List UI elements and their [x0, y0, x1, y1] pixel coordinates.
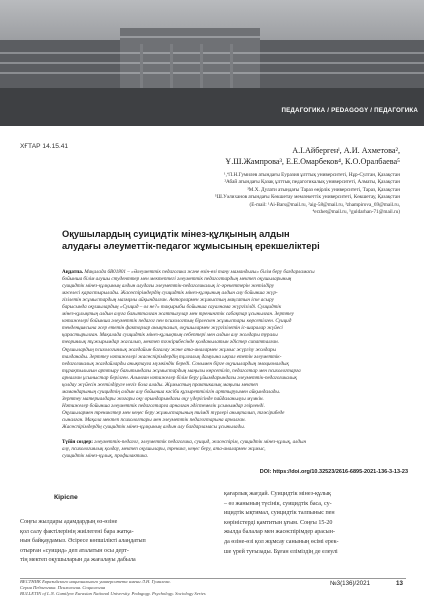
abstract-line: қарастырылған. Мақалада суицидтік мінез-құлықтың себептері мен алдын алу жолдары туралы	[62, 332, 278, 339]
abstract-line: барысында оқушылардың «Суицид – ол не?» тақырыбы бойынша сауалнама жүргізілді. Суицидтік	[62, 304, 282, 311]
abstract-line: бойынша білім алушы студенттер мен мектептегі әлеуметтік педагогтардың мектеп оқушыларының	[62, 276, 292, 283]
abstract-label: Аңдатпа.	[62, 269, 84, 275]
body-column-left	[20, 518, 196, 566]
body-line: да өзіне-өзі қол жұмсау санының өсімі ерек-	[224, 538, 339, 545]
body-line: қол салу фактілерінің жиілегені бара жатқа-	[20, 528, 134, 535]
author-list	[225, 145, 400, 167]
body-line: тің мектеп оқушыларын да жағалауы дабыла	[20, 557, 136, 564]
affiliation-list	[215, 172, 400, 216]
issue-number: №3(136)/2021	[330, 580, 371, 587]
abstract-line: гізілетін жұмыстардың мазмұны айқындалған. Авторлармен жұмыстың мақсатын іске асыру	[62, 297, 274, 304]
abstract-line: педагогикалық жағдайларды анықтауға мүмкіндік береді. Сонымен бірге оқушылардың эмоционалдық	[62, 360, 289, 367]
body-column-right	[224, 490, 408, 557]
doi-link[interactable]: DOI: https://doi.org/10.32523/2616-6895-2021-136-3-13-23	[259, 469, 408, 475]
abstract-line: мамандарының суицидтің алдын алу бойынша кәсіби құзыреттілігін арттыруымен айқындалады.	[62, 388, 281, 395]
body-line: Соңғы жылдары адамдардың өз-өзіне	[20, 519, 118, 525]
abstract-line: мәселесі қарастырылады. Жасөспірімдердің суицидтік мінез-құлқының алдын алу бойынша жүр-	[62, 290, 278, 297]
body-line: ше үрей туғызады. Бұған еліміздің де елеулі	[224, 548, 338, 555]
email-line[interactable]: (E-mail: ¹Ai-Bars@mail.ru, ²aig-58@mail.ru, ³zhampirova_69@mail.ru,	[249, 201, 400, 208]
section-heading: Кіріспе	[54, 494, 78, 501]
body-line: ицидтік ықтимал, суицидтік талпыныс пен	[224, 510, 335, 517]
title-line: алудағы әлеуметтік-педагог жұмысының ерекшеліктері	[62, 241, 320, 251]
abstract-line: Жасөспірімдердің суицидтік мінез-құлқының алдын алу бағдарламасы ұсынылады.	[62, 424, 245, 431]
abstract	[62, 269, 408, 431]
journal-info	[20, 579, 320, 598]
abstract-line: теориялық тұжырымдар жасалып, мектеп тәжірибесінде қолданылатын әдістер сипатталған.	[62, 339, 279, 346]
keywords-label: Түйін сөздер:	[62, 439, 93, 445]
author-line: А.І.Айбергенˡ, А.И. Ахметова²,	[292, 146, 400, 155]
affiliation-line: ²Абай атындағы Қазақ ұлттық педагогикалық университеті, Алматы, Қазақстан	[224, 179, 400, 186]
email-line[interactable]: ⁴erzhet@mail.ru, ⁵guldarhan-71@mail.ru)	[312, 209, 400, 216]
affiliation-line: ³М.Х. Дулати атындағы Тараз өңірлік университеті, Тараз, Қазақстан	[247, 186, 400, 193]
abstract-line: Оқушылардың психологиялық жағдайын бағалау және ата-аналармен жұмыс жүргізу жолдары	[62, 346, 276, 353]
title-line: Оқушылардың суицидтік мінез-құлқының алдын	[62, 229, 290, 239]
keywords	[62, 439, 408, 460]
body-line: қағарлық жағдай. Суицидтік мінез-құлық	[224, 491, 331, 497]
abstract-line: нәтижелері бойынша әлеуметтік педагог пен психологтың бірлескен жұмыстары көрсетілген. Суицид	[62, 318, 292, 325]
journal-line: ВЕСТНИК Евразийского национального университета имени Л.Н. Гумилева.	[20, 579, 171, 584]
body-line: отырған «суицид» деп аталатын осы дерт-	[20, 547, 129, 554]
affiliation-line: ¹,⁴Л.Н.Гумилев атындағы Еуразия ұлттық университеті, Нұр-Султан, Қазақстан	[224, 172, 400, 178]
body-line: – өз жанының түсінік, суицидтік баса, су-	[224, 500, 332, 507]
keywords-body: әлеуметтік-педагог, әлеуметтік педагогика, суицид, жасөспірім, суицидтік мінез-құлық, алдын	[94, 439, 307, 445]
section-label: ПЕДАГОГИКА / PEDAGOGY / ПЕДАГОГИКА	[281, 107, 418, 114]
abstract-line: Нәтижелер бойынша әлеуметтік педагогтарға арналған әдістемелік ұсынымдар әзірленді.	[62, 402, 265, 409]
journal-line: BULLETIN of L.N. Gumilyov Eurasian National University. Pedagogy. Psychology. Sociology Series	[20, 591, 206, 597]
abstract-line: тұрақтылығын арттыру бағытындағы жұмыстардың маңызы көрсетіліп, педагогтар мен психологтарға	[62, 367, 301, 374]
page-number: 13	[396, 580, 403, 587]
body-line: көріністерді қамтитын ұғым. Соңғы 15-20	[224, 519, 333, 526]
affiliation-line: ⁵Ш.Уәлиханов атындағы Көкшетау мемлекеттік университеті, Көкшетау, Қазақстан	[214, 194, 400, 201]
abstract-line: талданады. Зерттеу нәтижелері жасөспірімдердің тұлғалық дамуына ықпал ететін әлеуметтік-	[62, 353, 282, 360]
abstract-body: Мақалада 6В01801 – «Әлеуметтік педагогика және өзін-өзі тану мамандығы» білім беру бағдарламасы	[84, 269, 315, 275]
abstract-line: мінез-құлықтың алдын алуға бағытталған жаттығулар мен тренингтік сабақтар ұсынылған. Зерттеу	[62, 311, 294, 318]
abstract-line: Зерттеу материалдары жоғары оқу орындарындағы оқу үдерісінде пайдаланылуы мүмкін.	[62, 395, 264, 402]
classification-code: ХҒТАР 14.15.41	[20, 143, 69, 150]
abstract-line: Оқушылармен тренингтер мен кеңес беру жұмыстарының тиімді түрлері анықталып, тәжірибеде	[62, 409, 285, 416]
body-line: нын байқаудамыз. Әсіресе көпшілікті алаңдатып	[20, 538, 146, 545]
journal-line: Серия Педагогика. Психология. Социология	[20, 585, 106, 591]
abstract-line: суицидтік мінез-құлқының алдын алудағы әлеуметтік-педагогикалық іс-әрекеттерін жетілдіру	[62, 283, 275, 290]
author-line: Ұ.Ш.Жампрова³, Е.Е.Омарбеков⁴, К.О.Оралбаева⁵	[225, 157, 400, 166]
abstract-line: тенденциясына әсер ететін факторлар анықталып, оқушылармен жүргізілетін іс-шаралар жүйесі	[62, 325, 283, 332]
keywords-line: суицидтік мінез-құлық, профилактика.	[62, 453, 149, 460]
body-line: жылда балалар мен жасөспірімдер арасын-	[224, 529, 335, 536]
abstract-line: сыналған. Мақала мектеп психологтары мен әлеуметтік педагогтарына арналған.	[62, 416, 246, 423]
abstract-line: арналған ұсыныстар берілген. Алынған нәтижелер білім беру ұйымдарындағы әлеуметтік-педагогикалық	[62, 374, 297, 381]
abstract-line: қолдау жүйесін жетілдіруге негіз бола алады. Жұмыстың практикалық маңызы мектеп	[62, 381, 258, 388]
article-title	[62, 228, 402, 252]
keywords-line: алу, психологиялық қолдау, мектеп оқушылары, тренинг, кеңес беру, ата-аналармен жұмыс,	[62, 446, 266, 453]
